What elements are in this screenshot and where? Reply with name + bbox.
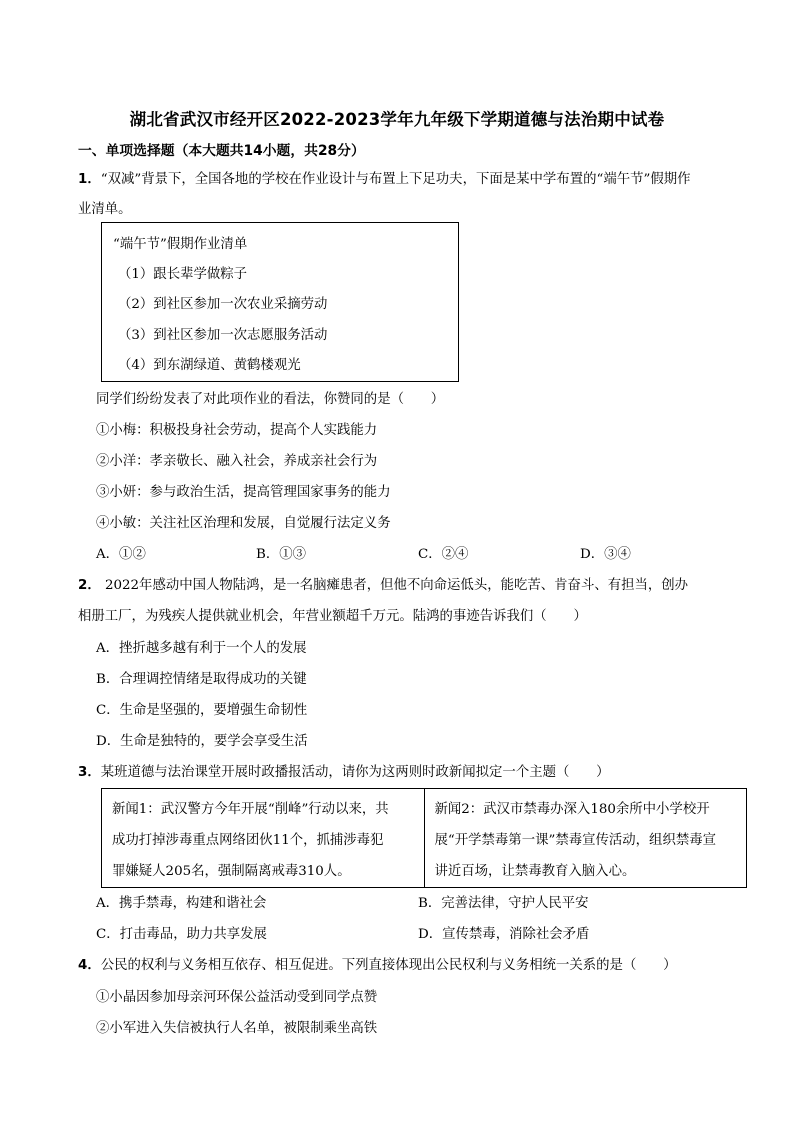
- news-1-line: 新闻1：武汉警方今年开展“削峰”行动以来，共: [112, 802, 389, 817]
- homework-list-item: （2）到社区参加一次农业采摘劳动: [118, 297, 328, 312]
- news-1-cell: [102, 789, 425, 888]
- question-3-number: 3．: [78, 765, 101, 780]
- statement-item: ①小梅：积极投身社会劳动，提高个人实践能力: [96, 423, 378, 438]
- question-2-line-1: [78, 574, 688, 593]
- answer-option-c: C．打击毒品，助力共享发展: [96, 927, 267, 942]
- page-title: 湖北省武汉市经开区2022-2023学年九年级下学期道德与法治期中试卷: [129, 110, 665, 129]
- answer-option-a: A．挫折越多越有利于一个人的发展: [96, 641, 307, 656]
- question-1-line-1: [78, 168, 691, 187]
- question-1-stem: 同学们纷纷发表了对此项作业的看法，你赞同的是（ ）: [96, 392, 445, 407]
- news-2-line: 展“开学禁毒第一课”禁毒宣传活动，组织禁毒宣: [434, 833, 717, 848]
- answer-option-b: B．①③: [256, 547, 307, 562]
- answer-option-a: A．①②: [96, 547, 146, 562]
- question-2-number: 2．: [78, 578, 101, 593]
- answer-option-d: D．宣传禁毒，消除社会矛盾: [418, 927, 590, 942]
- statement-item: ①小晶因参加母亲河环保公益活动受到同学点赞: [96, 990, 378, 1005]
- question-2-text: 2022年感动中国人物陆鸿，是一名脑瘫患者，但他不向命运低头，能吃苦、肯奋斗、有担当，创办: [100, 578, 689, 593]
- question-4-number: 4．: [78, 958, 101, 973]
- question-1-text: “双减”背景下，全国各地的学校在作业设计与布置上下足功夫，下面是某中学布置的“端午节”假期作: [100, 172, 691, 187]
- question-3-line-1: [78, 761, 610, 780]
- news-2-line: 新闻2：武汉市禁毒办深入180余所中小学校开: [434, 802, 710, 817]
- news-1-line: 罪嫌疑人205名，强制隔离戒毒310人。: [112, 864, 351, 879]
- answer-option-c: C．生命是坚强的，要增强生命韧性: [96, 703, 308, 718]
- homework-list-title: “端午节”假期作业清单: [113, 237, 248, 252]
- question-4-text: 公民的权利与义务相互依存、相互促进。下列直接体现出公民权利与义务相统一关系的是（ ）: [100, 958, 677, 973]
- question-4-line-1: [78, 954, 677, 973]
- statement-item: ④小敏：关注社区治理和发展，自觉履行法定义务: [96, 516, 391, 531]
- answer-option-a: A．携手禁毒，构建和谐社会: [96, 896, 267, 911]
- question-1-number: 1．: [78, 172, 101, 187]
- answer-option-d: D．③④: [580, 547, 631, 562]
- homework-list-item: （4）到东湖绿道、黄鹤楼观光: [118, 358, 301, 373]
- question-2-line-2: 相册工厂，为残疾人提供就业机会，年营业额超千万元。陆鸿的事迹告诉我们（ ）: [78, 609, 587, 624]
- question-3-text: 某班道德与法治课堂开展时政播报活动，请你为这两则时政新闻拟定一个主题（ ）: [100, 765, 610, 780]
- homework-list-item: （3）到社区参加一次志愿服务活动: [118, 328, 328, 343]
- answer-option-b: B．完善法律，守护人民平安: [418, 896, 589, 911]
- question-1-line-2: 业清单。: [78, 202, 132, 217]
- homework-list-item: （1）跟长辈学做粽子: [118, 267, 248, 282]
- news-1-line: 成功打掉涉毒重点网络团伙11个，抓捕涉毒犯: [112, 833, 384, 848]
- answer-option-d: D．生命是独特的，要学会享受生活: [96, 734, 308, 749]
- statement-item: ②小军进入失信被执行人名单，被限制乘坐高铁: [96, 1021, 378, 1036]
- news-table: [101, 788, 747, 888]
- section-heading: 一、单项选择题（本大题共14小题，共28分）: [78, 143, 365, 159]
- homework-list-box: [101, 222, 459, 382]
- statement-item: ②小洋：孝亲敬长、融入社会，养成亲社会行为: [96, 454, 378, 469]
- news-2-line: 讲近百场，让禁毒教育入脑入心。: [434, 864, 636, 879]
- answer-option-b: B．合理调控情绪是取得成功的关键: [96, 672, 307, 687]
- statement-item: ③小妍：参与政治生活，提高管理国家事务的能力: [96, 485, 391, 500]
- answer-option-c: C．②④: [418, 547, 469, 562]
- news-2-cell: [424, 789, 747, 888]
